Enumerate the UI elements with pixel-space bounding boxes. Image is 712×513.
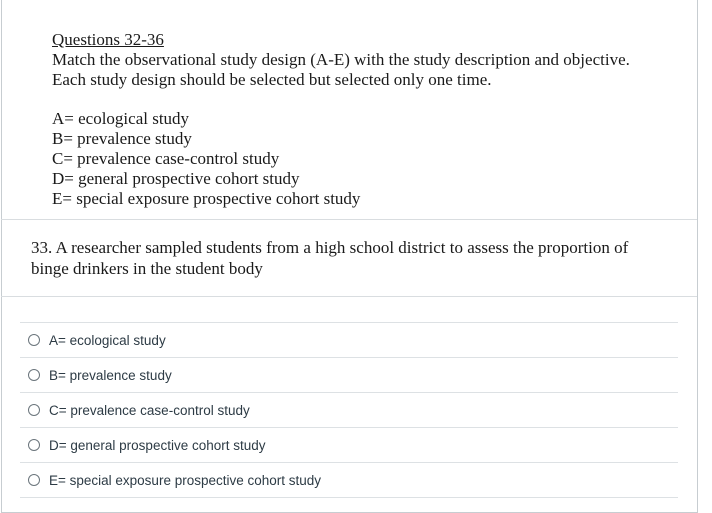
instructions	[52, 30, 692, 90]
answer-label: D= general prospective cohort study	[49, 437, 266, 453]
radio-button-icon[interactable]	[28, 369, 40, 381]
instructions-line-1: Match the observational study design (A-E) with the study description and objective.	[52, 50, 630, 69]
radio-button-icon[interactable]	[28, 334, 40, 346]
design-list-item-d: D= general prospective cohort study	[52, 169, 300, 188]
design-list-item-a: A= ecological study	[52, 109, 190, 128]
answer-option-e[interactable]	[20, 462, 678, 498]
radio-button-icon[interactable]	[28, 474, 40, 486]
answer-label: A= ecological study	[49, 332, 166, 348]
instructions-line-2: Each study design should be selected but selected only one time.	[52, 70, 492, 89]
answer-label: B= prevalence study	[49, 367, 172, 383]
design-list	[52, 109, 360, 209]
divider	[1, 219, 697, 220]
answer-label: C= prevalence case-control study	[49, 402, 250, 418]
instructions-title: Questions 32-36	[52, 30, 164, 49]
design-list-item-b: B= prevalence study	[52, 129, 192, 148]
question-line-1: 33. A researcher sampled students from a high school district to assess the proportion of	[31, 238, 629, 257]
answer-option-b[interactable]	[20, 357, 678, 392]
answer-label: E= special exposure prospective cohort study	[49, 472, 322, 488]
answer-option-c[interactable]	[20, 392, 678, 427]
question-line-2: binge drinkers in the student body	[31, 259, 263, 278]
radio-button-icon[interactable]	[28, 404, 40, 416]
answer-option-a[interactable]	[20, 322, 678, 357]
answer-options	[20, 322, 678, 498]
question-text	[31, 237, 671, 279]
divider	[1, 296, 697, 297]
radio-button-icon[interactable]	[28, 439, 40, 451]
design-list-item-c: C= prevalence case-control study	[52, 149, 280, 168]
design-list-item-e: E= special exposure prospective cohort study	[52, 189, 361, 208]
answer-option-d[interactable]	[20, 427, 678, 462]
